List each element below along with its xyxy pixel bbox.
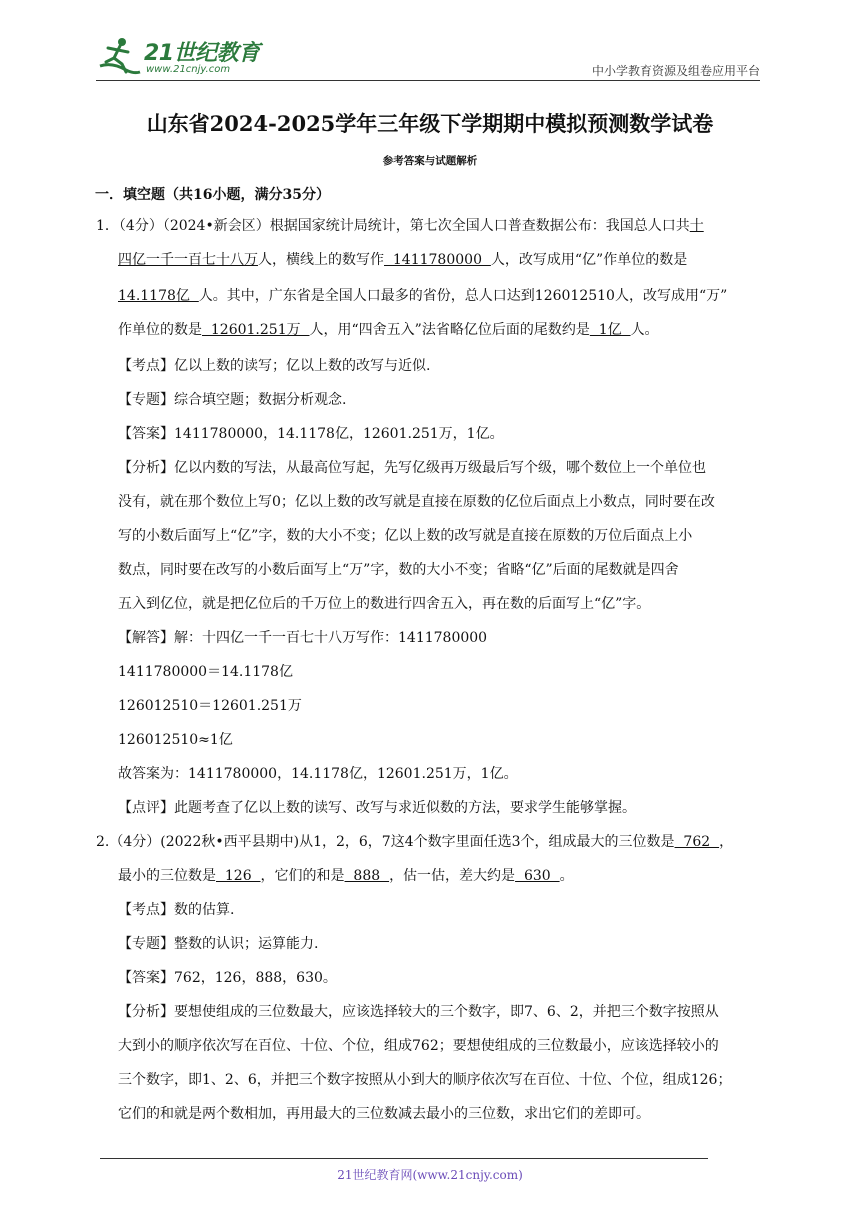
page-title: 山东省2024-2025学年三年级下学期期中模拟预测数学试卷	[146, 111, 714, 136]
page-footer[interactable]: 21世纪教育网(www.21cnjy.com)	[337, 1168, 523, 1182]
q1-jieda-line: 【解答】解：十四亿一千一百七十八万写作：1411780000	[118, 630, 488, 646]
q1-daan: 【答案】1411780000，14.1178亿，12601.251万，1亿。	[118, 426, 504, 442]
q1-answer-blank-2: 14.1178亿	[118, 288, 199, 304]
q1-fenxi-line: 没有，就在那个数位上写0；亿以上数的改写就是直接在原数的亿位后面点上小数点，同时要在改	[118, 494, 715, 510]
q1-zhuanti: 【专题】综合填空题；数据分析观念.	[118, 392, 347, 408]
q2-zhuanti: 【专题】整数的认识；运算能力.	[118, 936, 319, 952]
q1-fenxi-line: 五入到亿位，就是把亿位后的千万位上的数进行四舍五入，再在数的后面写上“亿”字。	[118, 596, 651, 612]
q1-jieda-line: 126012510≈1亿	[118, 732, 233, 748]
q1-answer-blank-1: 1411780000	[384, 252, 491, 268]
q2-fenxi-line: 它们的和就是两个数相加，再用最大的三位数减去最小的三位数，求出它们的差即可。	[118, 1106, 650, 1122]
q1-line-3: 14.1178亿 人。其中，广东省是全国人口最多的省份，总人口达到126012510人，改写成用“万”	[118, 288, 728, 304]
q1-fenxi-line: 数点，同时要在改写的小数后面写上“万”字，数的大小不变；省略“亿”后面的尾数就是四舍	[118, 562, 679, 578]
q2-answer-blank-1: 762	[674, 834, 720, 850]
header-divider	[96, 80, 760, 81]
q1-fenxi-line: 【分析】亿以内数的写法，从最高位写起，先写亿级再万级最后写个级，哪个数位上一个单位也	[118, 460, 706, 476]
platform-name: 中小学教育资源及组卷应用平台	[591, 64, 760, 78]
logo-text: 21世纪教育	[144, 41, 260, 66]
q2-fenxi-line: 三个数字，即1、2、6，并把三个数字按照从小到大的顺序依次写在百位、十位、个位，组成126；	[118, 1072, 732, 1088]
q2-fenxi-line: 【分析】要想使组成的三位数最大，应该选择较大的三个数字，即7、6、2，并把三个数字按照从	[118, 1004, 719, 1020]
q1-line-2: 四亿一千一百七十八万人，横线上的数写作 1411780000 人，改写成用“亿”作单位的数是	[118, 252, 688, 268]
q2-fenxi-line: 大到小的顺序依次写在百位、十位、个位，组成762；要想使组成的三位数最小，应该选择较小的	[118, 1038, 719, 1054]
section-heading: 一．填空题（共16小题，满分35分）	[95, 187, 330, 203]
page-subtitle: 参考答案与试题解析	[382, 155, 478, 167]
q1-answer-blank-3: 12601.251万	[202, 322, 310, 338]
q2-kaodian: 【考点】数的估算.	[118, 902, 235, 918]
q2-line-2: 最小的三位数是 126 ，它们的和是 888 ，估一估，差大约是 630 。	[118, 868, 574, 884]
q1-fenxi-line: 写的小数后面写上“亿”字，数的大小不变；亿以上数的改写就是直接在原数的万位后面点上小	[118, 528, 693, 544]
q2-line-1: 2.（4分）(2022秋•西平县期中)从1，2，6，7这4个数字里面任选3个，组成最大的三位数是 762 ，	[96, 834, 734, 850]
q1-answer-blank-4: 1亿	[589, 322, 631, 338]
q2-daan: 【答案】762，126，888，630。	[118, 970, 337, 986]
q1-line-4: 作单位的数是 12601.251万 人，用“四舍五入”法省略亿位后面的尾数约是 1亿 人。	[118, 322, 659, 338]
q1-dianping: 【点评】此题考查了亿以上数的读写、改写与求近似数的方法，要求学生能够掌握。	[118, 800, 636, 816]
runner-logo-icon	[96, 34, 142, 78]
q2-answer-blank-4: 630	[515, 868, 560, 884]
q2-answer-blank-3: 888	[344, 868, 390, 884]
q1-jieda-line: 故答案为：1411780000，14.1178亿，12601.251万，1亿。	[118, 766, 518, 782]
logo	[96, 34, 266, 78]
logo-url: www.21cnjy.com	[146, 64, 231, 75]
footer-divider	[100, 1158, 708, 1159]
q1-kaodian: 【考点】亿以上数的读写；亿以上数的改写与近似.	[118, 358, 431, 374]
q1-line-1: 1．（4分）（2024•新会区）根据国家统计局统计，第七次全国人口普查数据公布：我国总人口共十	[96, 218, 704, 234]
q2-answer-blank-2: 126	[216, 868, 261, 884]
q1-jieda-line: 126012510＝12601.251万	[118, 698, 302, 714]
page-header	[96, 34, 760, 82]
q1-jieda-line: 1411780000＝14.1178亿	[118, 664, 293, 680]
